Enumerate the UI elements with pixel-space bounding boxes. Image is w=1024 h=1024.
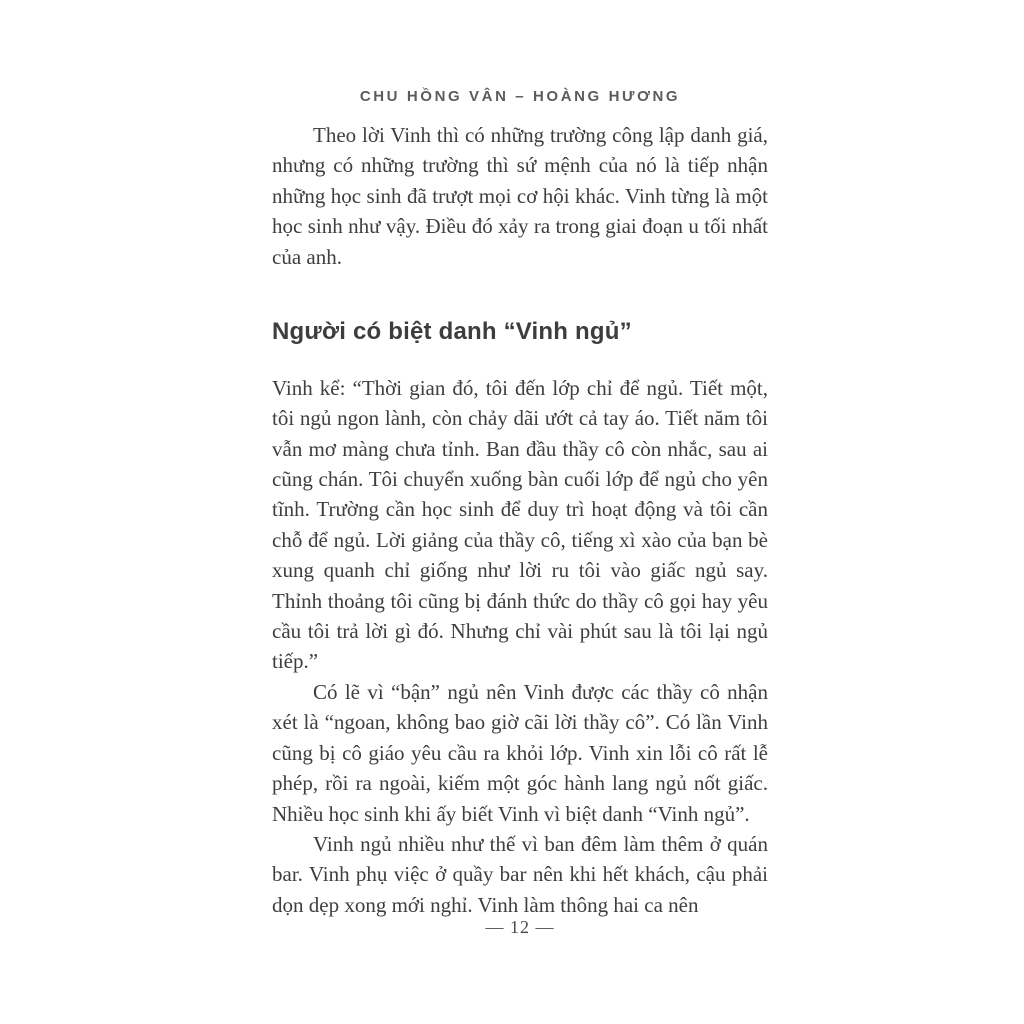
section-heading: Người có biệt danh “Vinh ngủ”: [272, 318, 632, 346]
body-paragraph-barwork: Vinh ngủ nhiều như thế vì ban đêm làm thêm ở quán bar. Vinh phụ việc ở quầy bar nên khi hết khách, cậu phải dọn dẹp xong mới nghỉ. Vinh làm thông hai ca nên: [272, 831, 768, 917]
text-column: [272, 120, 768, 920]
running-header-authors: CHU HỒNG VÂN – HOÀNG HƯƠNG: [359, 88, 681, 105]
page-number: — 12 —: [485, 917, 555, 937]
intro-paragraph: Theo lời Vinh thì có những trường công lập danh giá, nhưng có những trường thì sứ mệnh của nó là tiếp nhận những học sinh đã trượt mọi cơ hội khác. Vinh từng là một học sinh như vậy. Điều đó xảy ra trong giai đoạn u tối nhất của anh.: [272, 123, 768, 269]
body-paragraph-quote: Vinh kể: “Thời gian đó, tôi đến lớp chỉ để ngủ. Tiết một, tôi ngủ ngon lành, còn chảy dãi ướt cả tay áo. Tiết năm tôi vẫn mơ màng chưa tỉnh. Ban đầu thầy cô còn nhắc, sau ai cũng chán. Tôi chuyển xuống bàn cuối lớp để ngủ cho yên tĩnh. Trường cần học sinh để duy trì hoạt động và tôi cần chỗ để ngủ. Lời giảng của thầy cô, tiếng xì xào của bạn bè xung quanh chỉ giống như lời ru tôi vào giấc ngủ say. Thỉnh thoảng tôi cũng bị đánh thức do thầy cô gọi hay yêu cầu tôi trả lời gì đó. Nhưng chỉ vài phút sau là tôi lại ngủ tiếp.”: [272, 375, 768, 674]
body-paragraph-nickname: Có lẽ vì “bận” ngủ nên Vinh được các thầy cô nhận xét là “ngoan, không bao giờ cãi lời thầy cô”. Có lần Vinh cũng bị cô giáo yêu cầu ra khỏi lớp. Vinh xin lỗi cô rất lễ phép, rồi ra ngoài, kiếm một góc hành lang ngủ nốt giấc. Nhiều học sinh khi ấy biết Vinh vì biệt danh “Vinh ngủ”.: [272, 679, 768, 826]
